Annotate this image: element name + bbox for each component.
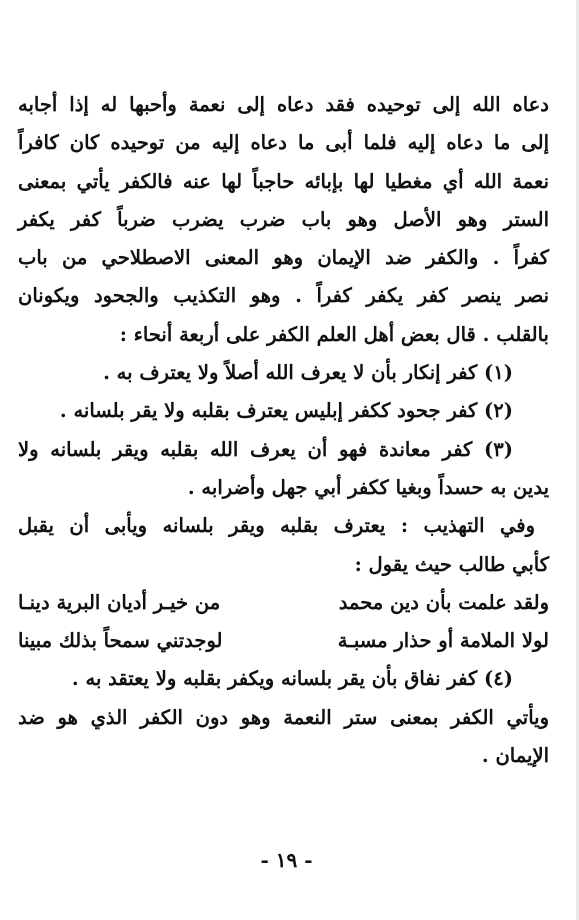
text-line: دعاه الله إلى توحيده فقد دعاه إلى نعمة وأحبها له إذا أجابه: [18, 93, 549, 116]
text-line: إلى ما دعاه إليه فلما أبى ما دعاه إليه من توحيده كان كافراً: [18, 131, 549, 155]
list-item-1: (١) كفر إنكار بأن لا يعرف الله أصلاً ولا يعترف به .: [103, 361, 513, 385]
text-line: نصر ينصر كفر يكفر كفراً . وهو التكذيب والجحود ويكونان: [18, 284, 549, 308]
list-item-4: (٤) كفر نفاق بأن يقر بلسانه ويكفر بقلبه ولا يعتقد به .: [71, 667, 513, 691]
verse-hemistich-first: ولقد علمت بأن دين محمد: [338, 590, 549, 614]
poem-verse-2: [18, 622, 549, 660]
text-line: كأبي طالب حيث يقول :: [354, 552, 549, 576]
text-line: الستر وهو الأصل وهو باب ضرب يضرب ضرباً كفر يكفر: [18, 207, 549, 231]
verse-hemistich-second: من خيـر أديان البرية دينـا: [18, 590, 221, 614]
verse-hemistich-second: لوجدتني سمحاً بذلك مبينا: [18, 629, 223, 653]
verse-hemistich-first: لولا الملامة أو حذار مسبـة: [337, 629, 549, 653]
text-line: كفراً . والكفر ضد الإيمان وهو المعنى الاصطلاحي من باب: [18, 246, 549, 270]
body-text: [18, 86, 549, 775]
poem-verse-1: [18, 584, 549, 622]
page-number: - ١٩ -: [260, 848, 313, 872]
text-line: بالقلب . قال بعض أهل العلم الكفر على أربعة أنحاء :: [119, 322, 549, 346]
list-item-3: (٣) كفر معاندة فهو أن يعرف الله بقلبه ويقر بلسانه ولا: [18, 437, 513, 461]
text-line: الإيمان .: [481, 744, 549, 768]
text-line: وفي التهذيب : يعترف بقلبه ويقر بلسانه ويأبى أن يقبل: [18, 514, 535, 538]
text-line: يدين به حسداً وبغيا ككفر أبي جهل وأضرابه .: [187, 475, 549, 499]
list-item-2: (٢) كفر جحود ككفر إبليس يعترف بقلبه ولا يقر بلسانه .: [59, 399, 513, 423]
text-line: ويأتي الكفر بمعنى ستر النعمة وهو دون الكفر الذي هو ضد: [18, 705, 549, 729]
text-line: نعمة الله أي مغطيا لها بإبائه حاجباً لها عنه فالكفر يأتي بمعنى: [18, 169, 549, 193]
